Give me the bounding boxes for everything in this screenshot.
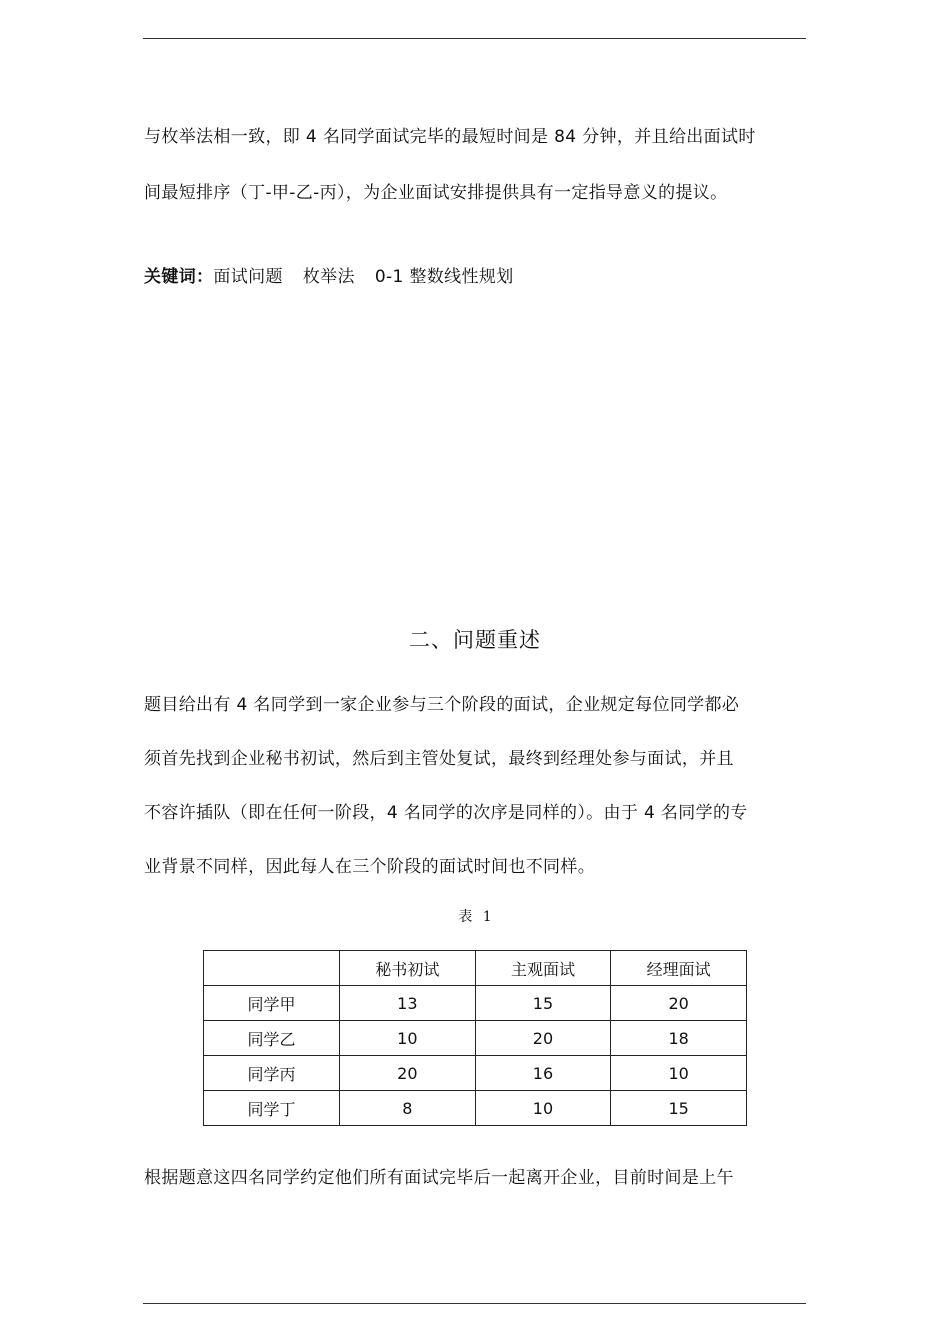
header-rule [143, 38, 806, 39]
body-line-2: 须首先找到企业秘书初试，然后到主管处复试，最终到经理处参与面试，并且 [144, 749, 734, 769]
table-cell: 18 [611, 1021, 747, 1056]
table-cell: 15 [475, 986, 611, 1021]
keyword-2: 枚举法 [302, 267, 355, 287]
row-label-cell: 同学乙 [204, 1021, 340, 1056]
table-header-cell: 主观面试 [475, 951, 611, 986]
table-cell: 10 [475, 1091, 611, 1126]
footer-rule [143, 1303, 806, 1304]
keywords-line [144, 265, 514, 289]
table-row [204, 1021, 747, 1056]
table-caption: 表 1 [458, 909, 492, 925]
table-row [204, 986, 747, 1021]
table-header-cell: 经理面试 [611, 951, 747, 986]
body-line-4: 业背景不同样，因此每人在三个阶段的面试时间也不同样。 [144, 857, 596, 877]
table-header-row [204, 951, 747, 986]
table-cell: 10 [611, 1056, 747, 1091]
table-cell: 15 [611, 1091, 747, 1126]
table-row [204, 1091, 747, 1126]
table-cell: 10 [340, 1021, 476, 1056]
table-header-cell [204, 951, 340, 986]
body-line-1: 题目给出有 4 名同学到一家企业参与三个阶段的面试，企业规定每位同学都必 [144, 695, 740, 715]
keyword-3: 0-1 整数线性规划 [374, 267, 514, 287]
body-line-3: 不容许插队（即在任何一阶段，4 名同学的次序是同样的）。由于 4 名同学的专 [144, 803, 748, 823]
row-label-cell: 同学甲 [204, 986, 340, 1021]
abstract-line-1: 与枚举法相一致，即 4 名同学面试完毕的最短时间是 84 分钟，并且给出面试时 [144, 127, 756, 147]
keyword-1: 面试问题 [213, 267, 283, 287]
table-cell: 16 [475, 1056, 611, 1091]
section-title: 二、问题重述 [409, 628, 541, 652]
body-line-5: 根据题意这四名同学约定他们所有面试完毕后一起离开企业，目前时间是上午 [144, 1168, 734, 1188]
table-cell: 13 [340, 986, 476, 1021]
table-cell: 20 [340, 1056, 476, 1091]
table-cell: 20 [611, 986, 747, 1021]
table-row [204, 1056, 747, 1091]
table-cell: 20 [475, 1021, 611, 1056]
row-label-cell: 同学丙 [204, 1056, 340, 1091]
table-cell: 8 [340, 1091, 476, 1126]
interview-time-table [203, 950, 747, 1126]
keywords-label: 关键词： [144, 267, 214, 287]
table-header-cell: 秘书初试 [340, 951, 476, 986]
abstract-line-2: 间最短排序（丁-甲-乙-丙），为企业面试安排提供具有一定指导意义的提议。 [144, 183, 728, 203]
row-label-cell: 同学丁 [204, 1091, 340, 1126]
